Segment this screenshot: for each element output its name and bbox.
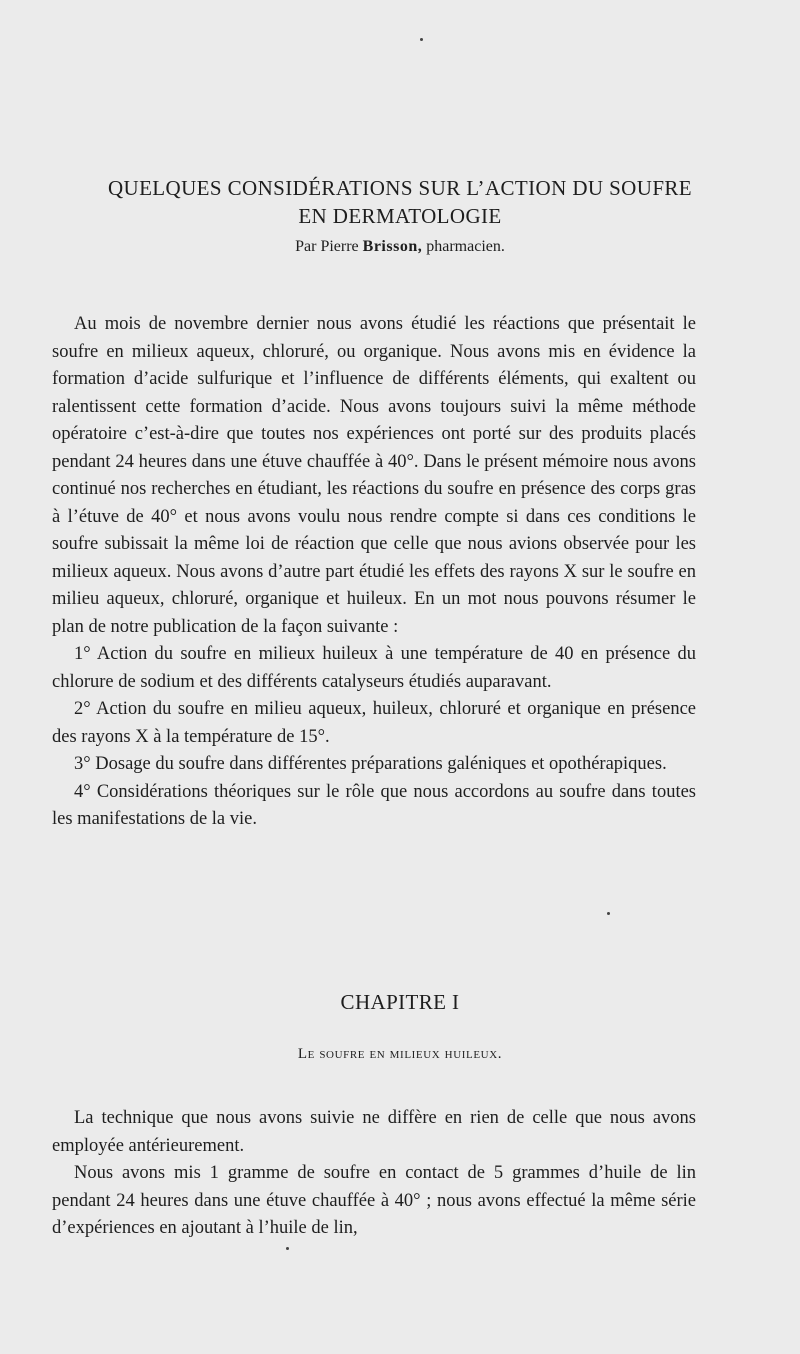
plan-item-2: 2° Action du soufre en milieu aqueux, huileux, chloruré et organique en présence des rayons X à la température de 15°. (52, 699, 696, 747)
intro-paragraph: Au mois de novembre dernier nous avons étudié les réactions que présentait le soufre en milieux aqueux, chloruré, ou organique. Nous avons mis en évidence la formation d’acide sulfurique et l’influence de différents éléments, qui exaltent ou ralentissent cette formation d’acide. Nous avons toujours suivi la même méthode opératoire c’est-à-dire que toutes nos expériences ont porté sur des produits placés pendant 24 heures dans une étuve chauffée à 40°. Dans le présent mémoire nous avons continué nos recherches en étudiant, les réactions du soufre en présence des corps gras à l’étuve de 40° et nous avons voulu nous rendre compte si dans ces conditions le soufre subissait la même loi de réaction que celle que nous avions observée pour les milieux aqueux. Nous avons d’autre part étudié les effets des rayons X sur le soufre en milieu aqueux, chloruré, organique et huileux. En un mot nous pouvons résumer le plan de notre publication de la façon suivante : (52, 314, 696, 637)
chapter-paragraph-2: Nous avons mis 1 gramme de soufre en contact de 5 grammes d’huile de lin pendant 24 heures dans une étuve chauffée à 40° ; nous avons effectué la même série d’expériences en ajoutant à l’huile de lin, (52, 1163, 696, 1238)
byline-author: Brisson, (362, 238, 423, 255)
plan-item-1: 1° Action du soufre en milieux huileux à une température de 40 en présence du chlorure de sodium et des différents catalyseurs étudiés auparavant. (52, 644, 696, 692)
intro-section (52, 311, 696, 834)
chapter-heading: CHAPITRE I (340, 990, 460, 1014)
plan-item-3: 3° Dosage du soufre dans différentes préparations galéniques et opothérapiques. (74, 754, 667, 774)
plan-item-4: 4° Considérations théoriques sur le rôle que nous accordons au soufre dans toutes les manifestations de la vie. (52, 781, 696, 829)
article-title (0, 174, 800, 230)
print-speck (286, 1247, 289, 1250)
print-speck (420, 38, 423, 41)
title-line-2: EN DERMATOLOGIE (298, 204, 502, 228)
title-line-1: QUELQUES CONSIDÉRATIONS SUR L’ACTION DU SOUFRE (107, 176, 693, 200)
byline-suffix: pharmacien. (426, 238, 505, 255)
chapter-paragraph-1: La technique que nous avons suivie ne diffère en rien de celle que nous avons employée antérieurement. (52, 1108, 696, 1156)
byline-prefix: Par Pierre (295, 238, 359, 255)
print-speck (607, 912, 610, 915)
chapter-subheading: Le soufre en milieux huileux. (297, 1046, 503, 1062)
chapter-section (52, 1105, 696, 1243)
byline (0, 236, 800, 258)
